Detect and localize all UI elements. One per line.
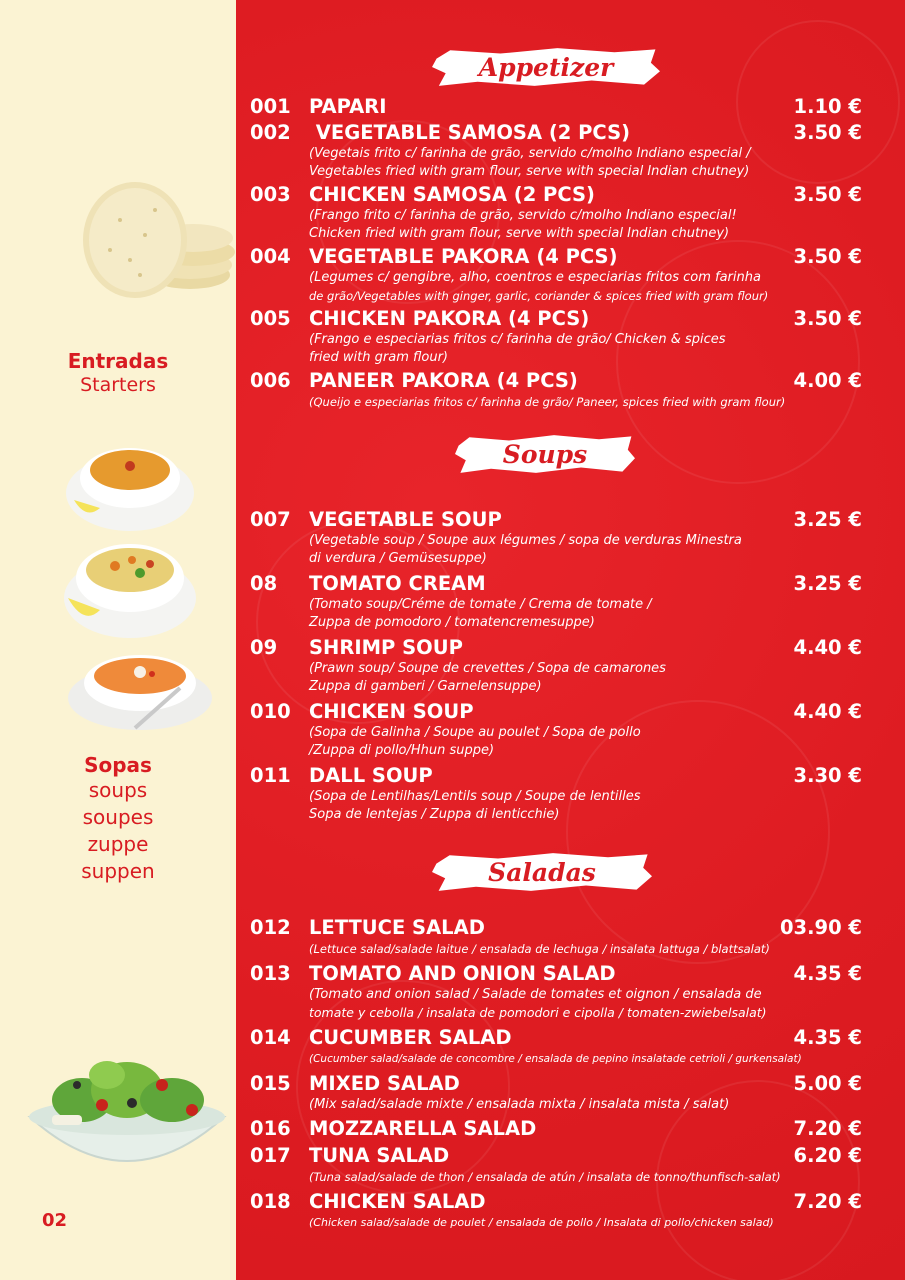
item-description: fried with gram flour)	[309, 350, 448, 365]
item-name: PANEER PAKORA (4 PCS)	[309, 369, 578, 392]
item-price: 7.20 €	[793, 1117, 862, 1140]
item-name: CHICKEN PAKORA (4 PCS)	[309, 307, 590, 330]
item-description: Chicken fried with gram flour, serve with special Indian chutney)	[309, 226, 730, 241]
item-price: 4.40 €	[793, 700, 862, 723]
item-description: (Frango e especiarias fritos c/ farinha de grão/ Chicken & spices	[309, 332, 726, 347]
item-name: CHICKEN SALAD	[309, 1190, 486, 1213]
item-name: MOZZARELLA SALAD	[309, 1117, 537, 1140]
soups-side-label	[0, 753, 236, 885]
appetizer-banner	[432, 46, 660, 88]
item-description: (Tomato soup/Créme de tomate / Crema de tomate /	[309, 597, 652, 612]
item-number: 010	[250, 700, 291, 723]
item-description: (Cucumber salad/salade de concombre / ensalada de pepino insalatade cetrioli / gurkensalat)	[309, 1053, 802, 1065]
item-description: tomate y cebolla / insalata de pomodori e cipolla / tomaten-zwiebelsalat)	[309, 1005, 767, 1020]
item-name: DALL SOUP	[309, 764, 433, 787]
menu-item	[250, 95, 862, 119]
item-name: VEGETABLE SOUP	[309, 508, 502, 531]
item-description: (Prawn soup/ Soupe de crevettes / Sopa de camarones	[309, 661, 666, 676]
left-column	[0, 0, 236, 1280]
salads-title: Saladas	[488, 857, 596, 887]
item-number: 014	[250, 1026, 291, 1049]
item-number: 011	[250, 764, 291, 787]
item-name: CHICKEN SOUP	[309, 700, 474, 723]
item-description: (Queijo e especiarias fritos c/ farinha de grão/ Paneer, spices fried with gram flour)	[309, 395, 786, 409]
menu-item	[250, 764, 862, 824]
item-name: CHICKEN SAMOSA (2 PCS)	[309, 183, 595, 206]
menu-item	[250, 369, 862, 411]
item-number: 005	[250, 307, 291, 330]
item-description: (Sopa de Lentilhas/Lentils soup / Soupe de lentilles	[309, 789, 641, 804]
item-number: 003	[250, 183, 291, 206]
page-number: 02	[42, 1210, 68, 1231]
side-label-soupes: soupes	[82, 805, 154, 829]
item-price: 3.25 €	[793, 508, 862, 531]
side-label-entradas: Entradas	[67, 349, 169, 373]
menu-item	[250, 916, 862, 958]
menu-item	[250, 1190, 862, 1232]
item-name: VEGETABLE SAMOSA (2 PCS)	[309, 121, 631, 144]
item-price: 3.50 €	[793, 307, 862, 330]
item-description: (Lettuce salad/salade laitue / ensalada de lechuga / insalata lattuga / blattsalat)	[309, 942, 770, 956]
item-number: 002	[250, 121, 291, 144]
item-price: 3.50 €	[793, 121, 862, 144]
item-number: 08	[250, 572, 278, 595]
item-name: TUNA SALAD	[309, 1144, 450, 1167]
item-description: (Vegetais frito c/ farinha de grão, servido c/molho Indiano especial /	[309, 146, 751, 161]
item-number: 016	[250, 1117, 291, 1140]
item-number: 007	[250, 508, 291, 531]
item-number: 004	[250, 245, 291, 268]
item-description: /Zuppa di pollo/Hhun suppe)	[309, 743, 495, 758]
item-number: 013	[250, 962, 291, 985]
item-name: LETTUCE SALAD	[309, 916, 485, 939]
item-description: di verdura / Gemüsesuppe)	[309, 551, 487, 566]
item-number: 012	[250, 916, 291, 939]
papadum-image	[75, 180, 235, 305]
item-description: Zuppa de pomodoro / tomatencremesuppe)	[309, 615, 595, 630]
side-label-suppen: suppen	[81, 859, 155, 883]
side-label-soups: soups	[88, 778, 148, 802]
menu-item	[250, 700, 862, 760]
item-description: (Mix salad/salade mixte / ensalada mixta / insalata mista / salat)	[309, 1097, 730, 1112]
item-price: 6.20 €	[793, 1144, 862, 1167]
menu-item	[250, 121, 862, 181]
item-number: 018	[250, 1190, 291, 1213]
item-description: (Frango frito c/ farinha de grão, servido c/molho Indiano especial!	[309, 208, 737, 223]
item-description: Sopa de lentejas / Zuppa di lenticchie)	[309, 807, 560, 822]
item-price: 3.25 €	[793, 572, 862, 595]
menu-item	[250, 636, 862, 696]
item-name: CUCUMBER SALAD	[309, 1026, 512, 1049]
soups-banner	[455, 433, 635, 475]
menu-item	[250, 1144, 862, 1186]
item-number: 001	[250, 95, 291, 118]
item-description: Vegetables fried with gram flour, serve with special Indian chutney)	[309, 164, 750, 179]
item-price: 4.35 €	[793, 962, 862, 985]
soups-title: Soups	[502, 439, 588, 469]
menu-item	[250, 1117, 862, 1141]
item-name: VEGETABLE PAKORA (4 PCS)	[309, 245, 618, 268]
item-name: MIXED SALAD	[309, 1072, 460, 1095]
item-price: 3.50 €	[793, 183, 862, 206]
item-description: (Chicken salad/salade de poulet / ensalada de pollo / Insalata di pollo/chicken salad)	[309, 1216, 774, 1229]
item-description: Zuppa di gamberi / Garnelensuppe)	[309, 679, 542, 694]
item-description: (Tomato and onion salad / Salade de tomates et oignon / ensalada de	[309, 987, 762, 1002]
item-number: 015	[250, 1072, 291, 1095]
menu-item	[250, 572, 862, 632]
salad-bowl-image	[22, 1055, 232, 1190]
menu-item	[250, 1072, 862, 1114]
menu-item	[250, 307, 862, 367]
item-number: 017	[250, 1144, 291, 1167]
item-price: 4.00 €	[793, 369, 862, 392]
item-price: 03.90 €	[779, 916, 862, 939]
item-price: 7.20 €	[793, 1190, 862, 1213]
side-label-sopas: Sopas	[84, 753, 152, 777]
menu-item	[250, 245, 862, 305]
appetizer-title: Appetizer	[478, 52, 614, 82]
menu-item	[250, 508, 862, 568]
item-description: (Vegetable soup / Soupe aux légumes / sopa de verduras Minestra	[309, 533, 742, 548]
item-number: 09	[250, 636, 278, 659]
item-price: 4.35 €	[793, 1026, 862, 1049]
menu-item	[250, 183, 862, 243]
item-name: SHRIMP SOUP	[309, 636, 463, 659]
item-price: 4.40 €	[793, 636, 862, 659]
item-number: 006	[250, 369, 291, 392]
salads-banner	[432, 851, 652, 893]
item-description: (Legumes c/ gengibre, alho, coentros e especiarias fritos com farinha	[309, 270, 761, 285]
menu-item	[250, 962, 862, 1022]
item-name: TOMATO CREAM	[309, 572, 486, 595]
item-description: de grão/Vegetables with ginger, garlic, coriander & spices fried with gram flour)	[309, 289, 769, 303]
menu-item	[250, 1026, 862, 1068]
item-price: 5.00 €	[793, 1072, 862, 1095]
soup-bowls-image	[60, 438, 220, 733]
side-label-zuppe: zuppe	[87, 832, 149, 856]
item-price: 3.30 €	[793, 764, 862, 787]
item-name: PAPARI	[309, 95, 387, 118]
item-description: (Sopa de Galinha / Soupe au poulet / Sopa de pollo	[309, 725, 641, 740]
item-name: TOMATO AND ONION SALAD	[309, 962, 616, 985]
item-description: (Tuna salad/salade de thon / ensalada de atún / insalata de tonno/thunfisch-salat)	[309, 1170, 781, 1184]
item-price: 3.50 €	[793, 245, 862, 268]
side-label-starters: Starters	[80, 374, 156, 396]
item-price: 1.10 €	[793, 95, 862, 118]
appetizer-side-label	[0, 349, 236, 397]
